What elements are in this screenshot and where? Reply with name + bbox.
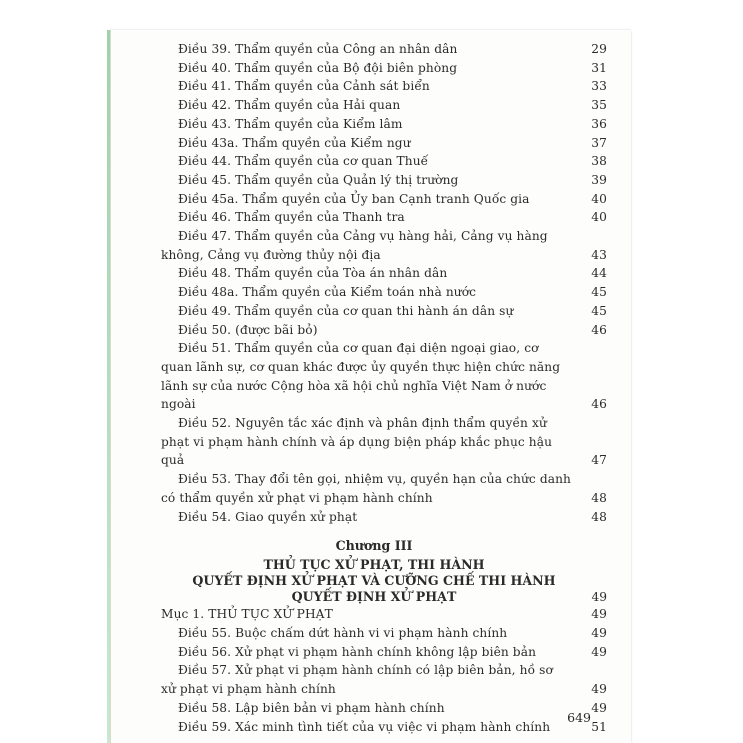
chapter-title-block — [161, 538, 571, 605]
toc-entry — [161, 339, 607, 414]
toc-entry-title: Điều 45a. Thẩm quyền của Ủy ban Cạnh tranh Quốc gia — [178, 191, 530, 206]
section-page: 49 — [591, 607, 607, 622]
book-page — [110, 30, 631, 743]
toc-entry — [161, 643, 607, 662]
toc-entry — [161, 227, 607, 264]
toc-entry-page: 29 — [591, 42, 607, 56]
toc-entry-title: Điều 52. Nguyên tắc xác định và phân định thẩm quyền xử phạt vi phạm hành chính và áp dụng biện pháp khắc phục hậu quả — [161, 416, 553, 468]
toc-entry — [161, 508, 607, 527]
toc-entry — [161, 718, 607, 737]
toc-entry-title: Điều 44. Thẩm quyền của cơ quan Thuế — [178, 154, 429, 169]
toc-entry-page: 44 — [591, 266, 607, 281]
toc-entry-page: 46 — [591, 397, 607, 412]
chapter-title-line: QUYẾT ĐỊNH XỬ PHẠT — [291, 589, 457, 605]
toc-entry — [161, 302, 607, 321]
toc-entry-title: Điều 39. Thẩm quyền của Công an nhân dân — [178, 42, 458, 56]
toc-entry-title: Điều 50. (được bãi bỏ) — [178, 322, 318, 337]
toc-entry-title: Điều 43. Thẩm quyền của Kiểm lâm — [178, 116, 403, 131]
section-title: Mục 1. THỦ TỤC XỬ PHẠT — [161, 607, 333, 622]
toc-entry-title: Điều 42. Thẩm quyền của Hải quan — [178, 98, 401, 113]
toc-entry-title: Điều 56. Xử phạt vi phạm hành chính không lập biên bản — [178, 644, 537, 659]
chapter-label: Chương III — [335, 538, 413, 554]
toc-entry — [161, 699, 607, 718]
toc-entry — [161, 414, 607, 470]
toc-entry-page: 48 — [591, 490, 607, 505]
toc-entry-page: 40 — [591, 191, 607, 206]
chapter-page: 49 — [591, 590, 607, 605]
toc-entry — [161, 661, 607, 698]
toc-entry — [161, 283, 607, 302]
toc-entry-title: Điều 55. Buộc chấm dứt hành vi vi phạm hành chính — [178, 625, 508, 640]
toc-entry-title: Điều 58. Lập biên bản vi phạm hành chính — [178, 700, 445, 715]
toc-entry-title: Điều 59. Xác minh tình tiết của vụ việc vi phạm hành chính — [178, 719, 551, 734]
toc-entry-page: 45 — [591, 285, 607, 300]
toc-entry-page: 49 — [591, 625, 607, 640]
toc-entry-page: 36 — [591, 116, 607, 131]
toc-entry-title: Điều 46. Thẩm quyền của Thanh tra — [178, 210, 405, 225]
toc-entry-title: Điều 53. Thay đổi tên gọi, nhiệm vụ, quyền hạn của chức danh có thẩm quyền xử phạt vi phạm hành chính — [161, 472, 571, 505]
toc-entry — [161, 190, 607, 209]
toc-entry — [161, 624, 607, 643]
toc-entry — [161, 208, 607, 227]
toc-entry-title: Điều 57. Xử phạt vi phạm hành chính có lập biên bản, hồ sơ xử phạt vi phạm hành chính — [161, 663, 553, 697]
toc-entry — [161, 134, 607, 153]
toc-entry-title: Điều 48. Thẩm quyền của Tòa án nhân dân — [178, 266, 448, 281]
toc-entry — [161, 171, 607, 190]
toc-entry-title: Điều 49. Thẩm quyền của cơ quan thi hành án dân sự — [178, 303, 514, 318]
toc-entry-page: 40 — [591, 210, 607, 225]
toc-entry-title: Điều 48a. Thẩm quyền của Kiểm toán nhà nước — [178, 285, 477, 300]
toc-entry — [161, 470, 607, 507]
toc-entry — [161, 115, 607, 134]
section-heading — [161, 605, 607, 624]
toc-entry-page: 31 — [591, 60, 607, 75]
toc-entry-title: Điều 51. Thẩm quyền của cơ quan đại diện ngoại giao, cơ quan lãnh sự, cơ quan khác được ủy quyền thực hiện chức năng lãnh sự của nước Cộng hòa xã hội chủ nghĩa Việt Nam ở nước ngoài — [161, 341, 561, 412]
toc-entry-page: 46 — [591, 322, 607, 337]
toc-entry-page: 39 — [591, 172, 607, 187]
toc-entry — [161, 77, 607, 96]
toc-entry — [161, 40, 607, 59]
chapter-title-line: THỦ TỤC XỬ PHẠT, THI HÀNH — [263, 557, 485, 573]
toc-entry-page: 38 — [591, 154, 607, 169]
toc-entry-page: 51 — [591, 719, 607, 734]
toc-entry-page: 37 — [591, 135, 607, 150]
toc-entry-page: 49 — [591, 682, 607, 697]
toc-entry-title: Điều 43a. Thẩm quyền của Kiểm ngư — [178, 135, 411, 150]
chapter-title-line: QUYẾT ĐỊNH XỬ PHẠT VÀ CƯỠNG CHẾ THI HÀNH — [192, 573, 556, 589]
toc-entry-page: 47 — [591, 453, 607, 468]
toc-entry-page: 49 — [591, 700, 607, 715]
chapter-heading — [161, 538, 607, 605]
toc-entry-title: Điều 47. Thẩm quyền của Cảng vụ hàng hải, Cảng vụ hàng không, Cảng vụ đường thủy nội địa — [161, 229, 548, 262]
toc-entry — [161, 152, 607, 171]
toc-entry-page: 33 — [591, 79, 607, 94]
toc-entry — [161, 59, 607, 78]
toc-entry-title: Điều 54. Giao quyền xử phạt — [178, 509, 358, 524]
toc-entry-page: 35 — [591, 98, 607, 113]
toc-entry-page: 49 — [591, 644, 607, 659]
toc-entry-title: Điều 41. Thẩm quyền của Cảnh sát biển — [178, 79, 430, 94]
toc-entry-title: Điều 45. Thẩm quyền của Quản lý thị trường — [178, 172, 459, 187]
toc-entry — [161, 264, 607, 283]
toc-entry — [161, 96, 607, 115]
page-number: 649 — [567, 710, 591, 725]
toc-entry-title: Điều 40. Thẩm quyền của Bộ đội biên phòng — [178, 60, 458, 75]
toc-entry-page: 45 — [591, 303, 607, 318]
toc-entry — [161, 321, 607, 340]
toc-entry-page: 43 — [591, 247, 607, 262]
toc-entry-page: 48 — [591, 509, 607, 524]
table-of-contents — [161, 40, 607, 736]
